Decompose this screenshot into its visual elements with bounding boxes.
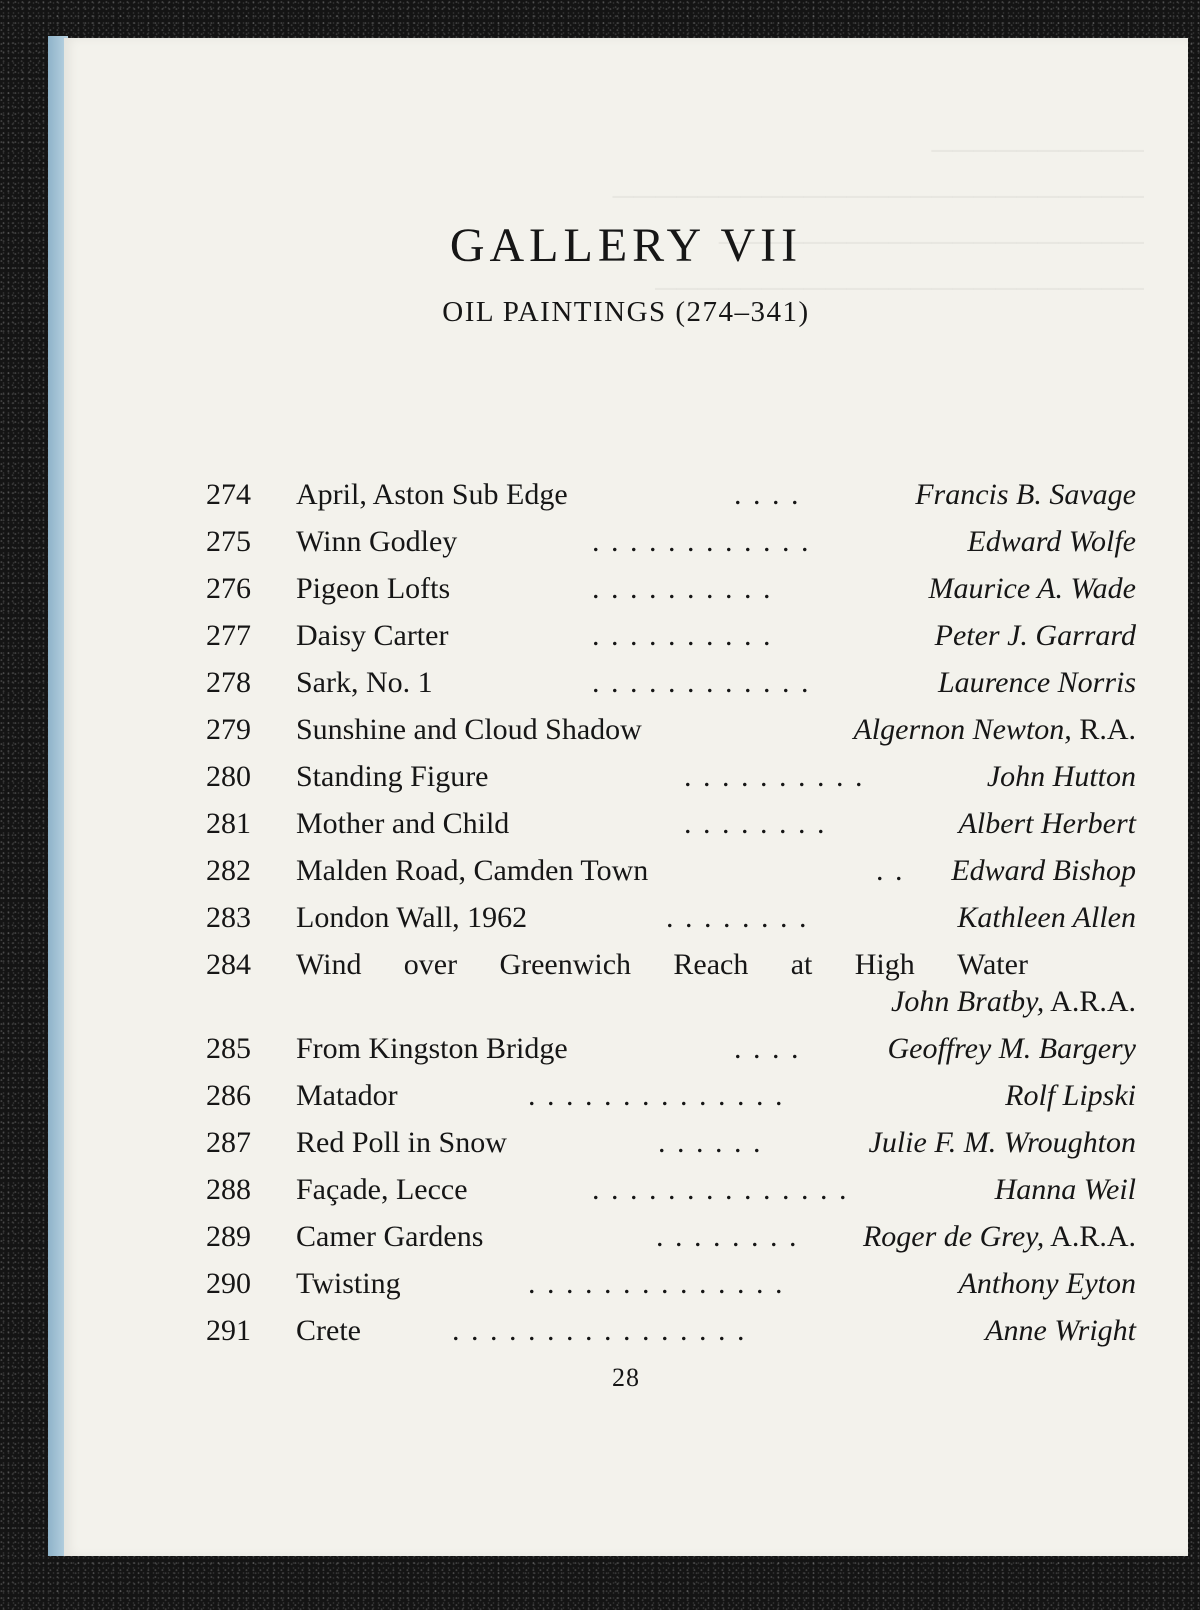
entry-artist bbox=[887, 1025, 1136, 1072]
entry-leader-dots: . . . . . . . . . . bbox=[684, 760, 865, 793]
entry-leader-dots: . . . . . . . . . . . . . . . . bbox=[452, 1314, 747, 1347]
entry-number: 284 bbox=[206, 948, 251, 981]
page-number: 28 bbox=[612, 1363, 640, 1392]
entry-leader-dots: . . . . . . . . bbox=[656, 1220, 799, 1253]
entry-number: 287 bbox=[206, 1126, 251, 1159]
entry-title: Sark, No. 1 bbox=[296, 666, 433, 699]
artist-name: Edward Bishop bbox=[951, 854, 1136, 887]
entry-leader-dots: . . bbox=[876, 854, 905, 887]
entry-number: 289 bbox=[206, 1220, 251, 1253]
entry-leader-dots: . . . . . . . . . . bbox=[592, 572, 773, 605]
catalogue-entry bbox=[206, 706, 1136, 753]
catalogue-entry bbox=[206, 753, 1136, 800]
entry-artist bbox=[957, 894, 1136, 941]
entry-number: 274 bbox=[206, 478, 251, 511]
catalogue-entry bbox=[206, 565, 1136, 612]
entry-title: Façade, Lecce bbox=[296, 1173, 468, 1206]
catalogue-entry bbox=[206, 1025, 1136, 1072]
entry-artist bbox=[863, 1213, 1136, 1260]
catalogue-entry bbox=[206, 1166, 1136, 1213]
entry-title: Twisting bbox=[296, 1267, 401, 1300]
entry-title: Red Poll in Snow bbox=[296, 1126, 507, 1159]
artist-name: Julie F. M. Wroughton bbox=[868, 1126, 1136, 1159]
entry-artist bbox=[938, 659, 1136, 706]
entry-leader-dots: . . . . . . . . bbox=[666, 901, 809, 934]
artist-name: Rolf Lipski bbox=[1005, 1079, 1136, 1112]
entry-artist bbox=[995, 1166, 1136, 1213]
entry-artist bbox=[1005, 1072, 1136, 1119]
catalogue-entry bbox=[206, 800, 1136, 847]
entry-artist bbox=[985, 1307, 1136, 1354]
artist-name: Laurence Norris bbox=[937, 666, 1136, 699]
entry-artist bbox=[959, 1260, 1136, 1307]
entry-number: 277 bbox=[206, 619, 251, 652]
entry-number: 288 bbox=[206, 1173, 251, 1206]
entry-title: Pigeon Lofts bbox=[296, 572, 451, 605]
entry-artist bbox=[891, 978, 1136, 1025]
entry-artist bbox=[967, 518, 1136, 565]
artist-name: Algernon Newton, bbox=[853, 713, 1072, 746]
title-word: Wind bbox=[296, 948, 362, 981]
artist-honour: R.A. bbox=[1071, 713, 1136, 746]
catalogue-entry bbox=[206, 1072, 1136, 1119]
entry-leader-dots: . . . . . . . . . . bbox=[592, 619, 773, 652]
entry-artist bbox=[929, 565, 1136, 612]
entry-leader-dots: . . . . . . bbox=[658, 1126, 763, 1159]
entry-number: 278 bbox=[206, 666, 251, 699]
entry-title: April, Aston Sub Edge bbox=[296, 478, 568, 511]
artist-name: Anne Wright bbox=[985, 1314, 1136, 1347]
artist-honour: A.R.A. bbox=[1044, 1220, 1136, 1253]
title-word: over bbox=[403, 948, 458, 981]
entry-leader-dots: . . . . . . . . . . . . bbox=[592, 666, 811, 699]
catalogue-entry bbox=[206, 518, 1136, 565]
entry-title: Crete bbox=[296, 1314, 361, 1347]
artist-honour: A.R.A. bbox=[1044, 985, 1136, 1018]
entry-number: 291 bbox=[206, 1314, 251, 1347]
entry-leader-dots: . . . . . . . . . . . . . . bbox=[528, 1079, 785, 1112]
entry-title: Standing Figure bbox=[296, 760, 489, 793]
entry-artist bbox=[987, 753, 1136, 800]
entry-title: Daisy Carter bbox=[296, 619, 449, 652]
title-word: Water bbox=[957, 948, 1028, 981]
entry-number: 290 bbox=[206, 1267, 251, 1300]
entry-number: 280 bbox=[206, 760, 251, 793]
catalogue-entry bbox=[206, 1260, 1136, 1307]
catalogue-entry bbox=[206, 1307, 1136, 1354]
catalogue-entry bbox=[206, 847, 1136, 894]
artist-name: Hanna Weil bbox=[994, 1173, 1136, 1206]
catalogue-entry bbox=[206, 612, 1136, 659]
entry-leader-dots: . . . . bbox=[734, 478, 801, 511]
entry-title: Sunshine and Cloud Shadow bbox=[296, 713, 642, 746]
entry-leader-dots: . . . . . . . . . . . . bbox=[592, 525, 811, 558]
artist-name: Kathleen Allen bbox=[957, 901, 1136, 934]
catalogue-entry bbox=[206, 471, 1136, 518]
title-word: at bbox=[790, 948, 813, 981]
entry-title: Malden Road, Camden Town bbox=[296, 854, 649, 887]
artist-name: John Bratby, bbox=[891, 985, 1045, 1018]
entry-number: 283 bbox=[206, 901, 251, 934]
catalogue-list bbox=[206, 471, 1136, 1354]
title-word: High bbox=[854, 948, 915, 981]
entry-artist bbox=[869, 1119, 1136, 1166]
entry-title: London Wall, 1962 bbox=[296, 901, 528, 934]
gallery-title: GALLERY VII bbox=[449, 219, 803, 272]
artist-name: Francis B. Savage bbox=[915, 478, 1136, 511]
artist-name: Roger de Grey, bbox=[862, 1220, 1045, 1253]
artist-name: Peter J. Garrard bbox=[934, 619, 1136, 652]
entry-artist bbox=[935, 612, 1136, 659]
artist-name: Maurice A. Wade bbox=[928, 572, 1136, 605]
artist-name: Geoffrey M. Bargery bbox=[887, 1032, 1136, 1065]
entry-number: 282 bbox=[206, 854, 251, 887]
entry-artist bbox=[853, 706, 1136, 753]
entry-number: 275 bbox=[206, 525, 251, 558]
catalogue-entry bbox=[206, 1213, 1136, 1260]
entry-artist bbox=[959, 800, 1136, 847]
entry-leader-dots: . . . . . . . . . . . . . . bbox=[528, 1267, 785, 1300]
entry-artist bbox=[915, 471, 1136, 518]
entry-artist bbox=[951, 847, 1136, 894]
entry-number: 279 bbox=[206, 713, 251, 746]
catalogue-entry bbox=[206, 941, 1136, 1025]
entry-leader-dots: . . . . . . . . bbox=[684, 807, 827, 840]
entry-title: Matador bbox=[296, 1079, 398, 1112]
entry-number: 276 bbox=[206, 572, 251, 605]
entry-title: Camer Gardens bbox=[296, 1220, 484, 1253]
title-word: Greenwich bbox=[499, 948, 632, 981]
entry-title: Mother and Child bbox=[296, 807, 510, 840]
artist-name: Albert Herbert bbox=[958, 807, 1136, 840]
section-title: OIL PAINTINGS (274–341) bbox=[442, 296, 810, 328]
entry-number: 281 bbox=[206, 807, 251, 840]
artist-name: John Hutton bbox=[986, 760, 1136, 793]
entry-leader-dots: . . . . bbox=[734, 1032, 801, 1065]
entry-title: From Kingston Bridge bbox=[296, 1032, 568, 1065]
artist-name: Edward Wolfe bbox=[967, 525, 1136, 558]
catalogue-page bbox=[64, 38, 1188, 1556]
entry-title: Winn Godley bbox=[296, 525, 458, 558]
catalogue-entry bbox=[206, 894, 1136, 941]
entry-number: 286 bbox=[206, 1079, 251, 1112]
entry-leader-dots: . . . . . . . . . . . . . . bbox=[592, 1173, 849, 1206]
catalogue-entry bbox=[206, 659, 1136, 706]
entry-number: 285 bbox=[206, 1032, 251, 1065]
catalogue-entry bbox=[206, 1119, 1136, 1166]
artist-name: Anthony Eyton bbox=[958, 1267, 1136, 1300]
title-word: Reach bbox=[673, 948, 749, 981]
